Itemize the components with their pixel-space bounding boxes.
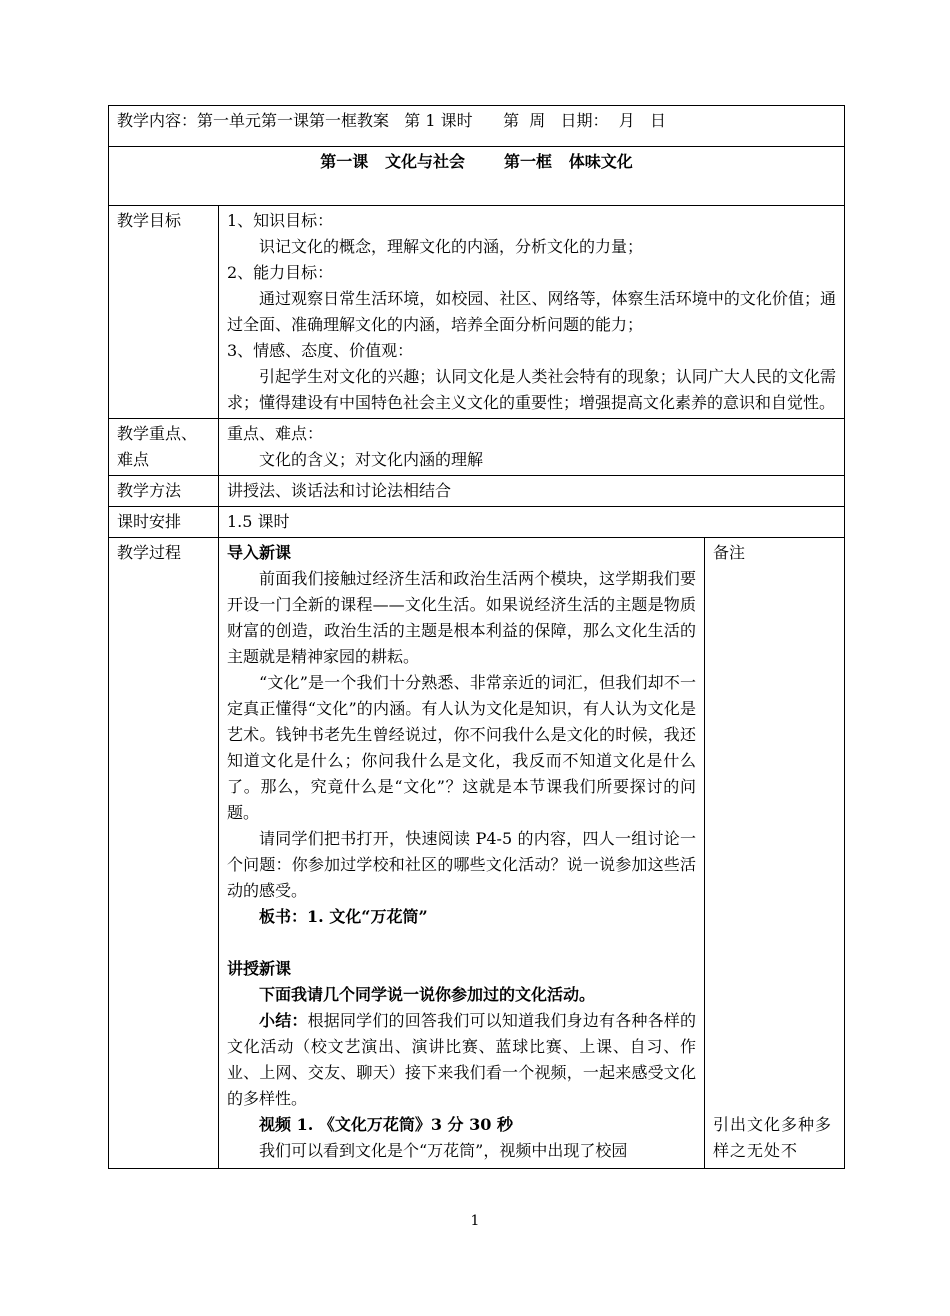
- notes-column: [705, 538, 845, 1169]
- title-row: [109, 147, 845, 206]
- new-lesson-heading: 讲授新课: [227, 959, 292, 978]
- schedule-row: [109, 507, 845, 538]
- goal-line: 3、情感、态度、价值观：: [227, 341, 414, 360]
- lesson-header: 教学内容：第一单元第一课第一框教案 第 1 课时 第 周 日期： 月 日: [109, 106, 845, 147]
- board-note: 板书：1. 文化“万花筒”: [259, 907, 428, 926]
- summary-paragraph: [227, 1008, 696, 1112]
- method-row: [109, 476, 845, 507]
- video-title: 视频 1. 《文化万花筒》3 分 30 秒: [259, 1115, 513, 1134]
- summary-label: 小结：: [259, 1011, 308, 1030]
- goals-content: [219, 206, 845, 419]
- key-point-line: 文化的含义；对文化内涵的理解: [259, 450, 484, 469]
- process-paragraph: 我们可以看到文化是个“万花筒”，视频中出现了校园: [259, 1141, 628, 1160]
- intro-heading: 导入新课: [227, 543, 292, 562]
- note-text: 引出文化多种多样之无处不: [713, 1115, 833, 1160]
- goal-line: 1、知识目标：: [227, 211, 334, 230]
- process-label: 教学过程: [109, 538, 219, 1169]
- summary-text: 根据同学们的回答我们可以知道我们身边有各种各样的文化活动（校文艺演出、演讲比赛、蓝球比赛、上课、自习、作业、上网、交友、聊天）接下来我们看一个视频，一起来感受文化的多样性。: [227, 1011, 696, 1108]
- key-points-content: [219, 419, 845, 476]
- key-point-line: 重点、难点：: [227, 424, 324, 443]
- process-content: [219, 538, 705, 1169]
- goal-line: 2、能力目标：: [227, 263, 334, 282]
- key-points-label: 教学重点、难点: [109, 419, 219, 476]
- method-label: 教学方法: [109, 476, 219, 507]
- goals-label: 教学目标: [109, 206, 219, 419]
- process-paragraph: “文化”是一个我们十分熟悉、非常亲近的词汇，但我们却不一定真正懂得“文化”的内涵。有人认为文化是知识，有人认为文化是艺术。钱钟书老先生曾经说过，你不问我什么是文化的时候，我还知道文化是什么；你问我什么是文化，我反而不知道文化是什么了。那么，究竟什么是“文化”？这就是本节课我们所要探讨的问题。: [227, 673, 696, 822]
- lesson-plan-table: [108, 105, 845, 1169]
- header-row: [109, 106, 845, 147]
- lesson-title: 第一课 文化与社会 第一框 体味文化: [109, 147, 845, 206]
- page-number: 1: [470, 1213, 480, 1229]
- method-value: 讲授法、谈话法和讨论法相结合: [219, 476, 845, 507]
- process-paragraph: 请同学们把书打开，快速阅读 P4-5 的内容，四人一组讨论一个问题：你参加过学校和社区的哪些文化活动？说一说参加这些活动的感受。: [227, 829, 696, 900]
- notes-label: 备注: [713, 543, 746, 562]
- goal-line: 通过观察日常生活环境，如校园、社区、网络等，体察生活环境中的文化价值；通过全面、准确理解文化的内涵，培养全面分析问题的能力；: [227, 289, 837, 334]
- blank-line: [227, 930, 696, 956]
- process-row: [109, 538, 845, 1169]
- ask-line: 下面我请几个同学说一说你参加过的文化活动。: [259, 985, 596, 1004]
- schedule-label: 课时安排: [109, 507, 219, 538]
- goal-line: 识记文化的概念，理解文化的内涵，分析文化的力量；: [259, 237, 644, 256]
- schedule-value: 1.5 课时: [219, 507, 845, 538]
- goals-row: [109, 206, 845, 419]
- goal-line: 引起学生对文化的兴趣；认同文化是人类社会特有的现象；认同广大人民的文化需求；懂得建设有中国特色社会主义文化的重要性；增强提高文化素养的意识和自觉性。: [227, 367, 837, 412]
- process-paragraph: 前面我们接触过经济生活和政治生活两个模块，这学期我们要开设一门全新的课程——文化生活。如果说经济生活的主题是物质财富的创造，政治生活的主题是根本利益的保障，那么文化生活的主题就是精神家园的耕耘。: [227, 569, 696, 666]
- key-points-row: [109, 419, 845, 476]
